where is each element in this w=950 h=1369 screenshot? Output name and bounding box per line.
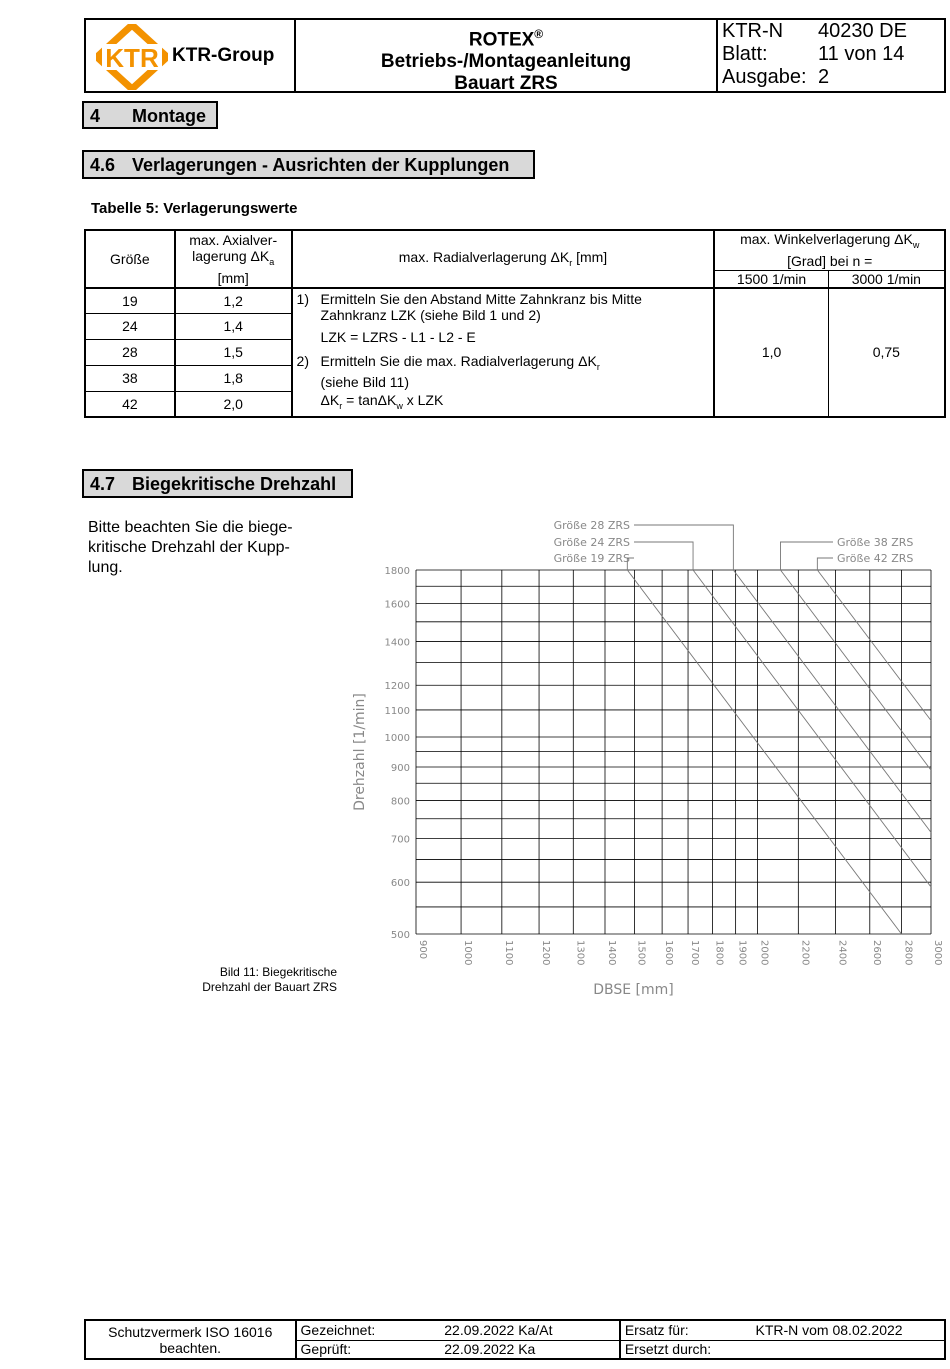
step-2-body <box>321 353 600 391</box>
section-number: 4 <box>90 106 101 126</box>
size-cell: 28 <box>85 339 175 365</box>
x-tick-label: 1000 <box>462 940 474 966</box>
series-label: Größe 42 ZRS <box>837 552 914 565</box>
step-2-ref: (siehe Bild 11) <box>320 374 409 391</box>
radial-instructions <box>292 288 715 418</box>
x-tick-label: 1500 <box>635 940 647 966</box>
section-number: 4.7 <box>90 474 116 494</box>
x-tick-label: 1100 <box>502 940 514 966</box>
displacement-table <box>84 229 946 418</box>
y-tick-label: 1100 <box>384 705 410 717</box>
sheet-label: Blatt: <box>722 43 768 65</box>
x-tick-label: 900 <box>417 940 428 960</box>
replaces-value: KTR-N vom 08.02.2022 <box>751 1320 945 1340</box>
x-tick-label: 2800 <box>902 940 914 966</box>
header-size: Größe <box>85 230 175 288</box>
document-footer <box>84 1319 946 1360</box>
x-tick-label: 1400 <box>605 940 617 966</box>
figure-caption-line2: Drehzahl der Bauart ZRS <box>202 980 337 994</box>
protection-note: Schutzvermerk ISO 16016 beachten. <box>85 1320 296 1359</box>
doc-value: 40230 DE <box>818 20 907 42</box>
figure-caption-line1: Bild 11: Biegekritische <box>219 965 337 979</box>
y-tick-label: 1600 <box>384 599 410 611</box>
x-tick-label: 1600 <box>663 940 675 966</box>
series-label: Größe 19 ZRS <box>553 552 630 565</box>
note-line: Bitte beachten Sie die biege- <box>88 519 293 536</box>
x-tick-label: 2000 <box>758 940 770 966</box>
document-header <box>84 18 946 93</box>
formula-part-c: x LZK <box>402 392 444 409</box>
section-title: Biegekritische Drehzahl <box>132 474 337 494</box>
y-tick-label: 1400 <box>384 637 410 649</box>
step-2-sub: r <box>596 361 600 372</box>
note-line: lung. <box>88 559 123 576</box>
brand-name: KTR-Group <box>172 45 275 66</box>
section-number: 4.6 <box>90 155 116 175</box>
y-tick-label: 500 <box>390 930 410 941</box>
step-1-number: 1) <box>296 290 309 307</box>
size-cell: 42 <box>85 391 175 417</box>
step-1 <box>297 291 710 323</box>
y-tick-label: 1800 <box>384 566 410 577</box>
series-line <box>780 570 931 770</box>
series-line <box>693 570 931 887</box>
y-tick-label: 600 <box>390 878 410 890</box>
replaced-by-label: Ersetzt durch: <box>620 1340 752 1359</box>
section-4-7-heading <box>82 469 353 498</box>
x-tick-label: 2600 <box>870 940 882 966</box>
edition-label: Ausgabe: <box>722 66 807 88</box>
series-label: Größe 28 ZRS <box>553 519 630 532</box>
logo-cell <box>86 20 296 91</box>
x-tick-label: 1700 <box>689 940 701 966</box>
step-2 <box>297 353 710 391</box>
replaced-by-value <box>751 1340 945 1359</box>
size-cell: 24 <box>85 313 175 339</box>
header-angular-line1 <box>715 231 944 253</box>
header-axial-line2 <box>176 248 291 270</box>
angular-1500-value: 1,0 <box>714 288 828 418</box>
axial-cell: 1,4 <box>175 313 292 339</box>
registered-mark: ® <box>534 27 544 41</box>
checked-value: 22.09.2022 Ka <box>440 1340 620 1359</box>
header-n1: 1500 1/min <box>714 270 828 288</box>
axial-cell: 1,2 <box>175 288 292 314</box>
header-radial-text: max. Radialverlagerung ΔK <box>398 249 570 266</box>
formula-part-a: ΔK <box>320 392 340 409</box>
header-axial-line1: max. Axialver- <box>189 231 278 248</box>
angular-3000-value: 0,75 <box>828 288 945 418</box>
doc-label: KTR-N <box>722 20 784 42</box>
drawn-label: Gezeichnet: <box>296 1320 441 1340</box>
header-angular-text: max. Winkelverlagerung ΔK <box>740 231 913 248</box>
section-title: Verlagerungen - Ausrichten der Kupplungen <box>132 155 510 175</box>
note-paragraph <box>88 518 293 578</box>
logo-text: KTR <box>105 43 159 73</box>
step-2-text: Ermitteln Sie die max. Radialverlagerung ΔK <box>320 352 597 369</box>
axial-cell: 2,0 <box>175 391 292 417</box>
x-tick-label: 1900 <box>736 940 748 966</box>
critical-speed-chart <box>340 510 945 1005</box>
title-line2: Betriebs-/Montageanleitung <box>380 51 632 73</box>
header-axial-text: lagerung ΔK <box>192 247 270 264</box>
axial-cell: 1,8 <box>175 365 292 391</box>
sheet-value: 11 von 14 <box>818 43 905 65</box>
x-tick-label: 2400 <box>836 940 848 966</box>
table-caption: Tabelle 5: Verlagerungswerte <box>91 200 298 217</box>
drawn-value: 22.09.2022 Ka/At <box>440 1320 620 1340</box>
header-radial-unit: [mm] <box>572 249 608 266</box>
y-tick-label: 1000 <box>384 733 410 745</box>
y-axis-label: Drehzahl [1/min] <box>352 693 368 811</box>
title-line1: ROTEX <box>468 29 535 51</box>
checked-label: Geprüft: <box>296 1340 441 1359</box>
x-tick-label: 2200 <box>799 940 811 966</box>
series-line <box>817 570 931 720</box>
header-angular-sub: w <box>912 240 920 251</box>
y-tick-label: 1200 <box>384 681 410 693</box>
series-callout-line <box>780 542 833 570</box>
x-axis-label: DBSE [mm] <box>593 982 674 998</box>
series-callout-line <box>817 558 833 570</box>
formula-sub-1: r <box>339 401 343 412</box>
edition-value: 2 <box>818 66 830 88</box>
axial-cell: 1,5 <box>175 339 292 365</box>
replaces-label: Ersatz für: <box>620 1320 752 1340</box>
title-line3: Bauart ZRS <box>454 73 558 95</box>
header-axial <box>175 230 292 288</box>
header-radial <box>292 230 715 288</box>
size-cell: 19 <box>85 288 175 314</box>
formula-sub-2: w <box>396 401 403 412</box>
section-title: Montage <box>132 106 206 126</box>
header-axial-sub: a <box>269 256 275 267</box>
header-angular-line2: [Grad] bei n = <box>787 253 873 270</box>
document-meta <box>718 20 944 91</box>
series-label: Größe 38 ZRS <box>837 536 914 549</box>
step-1-text: Ermitteln Sie den Abstand Mitte Zahnkranz bis Mitte Zahnkranz LZK (siehe Bild 1 und 2) <box>320 290 642 323</box>
document-title <box>296 20 718 95</box>
figure-caption <box>150 965 337 995</box>
step-2-formula <box>297 392 710 414</box>
ktr-logo <box>96 24 168 90</box>
header-radial-sub: r <box>569 258 573 269</box>
series-callout-line <box>634 542 693 570</box>
series-label: Größe 24 ZRS <box>553 536 630 549</box>
x-tick-label: 1800 <box>713 940 725 966</box>
step-1-formula: LZK = LZRS - L1 - L2 - E <box>320 328 476 345</box>
size-cell: 38 <box>85 365 175 391</box>
x-tick-label: 1300 <box>574 940 586 966</box>
section-4-6-heading <box>82 150 535 179</box>
header-angular <box>714 230 945 270</box>
header-axial-unit: [mm] <box>217 269 249 286</box>
y-tick-label: 700 <box>390 834 410 846</box>
step-2-number: 2) <box>296 352 309 369</box>
note-line: kritische Drehzahl der Kupp- <box>88 539 290 556</box>
y-tick-label: 900 <box>390 762 410 774</box>
x-tick-label: 1200 <box>540 940 552 966</box>
x-tick-label: 3000 <box>932 940 943 966</box>
header-n2: 3000 1/min <box>828 270 945 288</box>
series-callout-line <box>634 525 733 570</box>
formula-part-b: = tanΔK <box>342 392 397 409</box>
section-4-heading <box>82 101 218 129</box>
y-tick-label: 800 <box>390 796 410 808</box>
